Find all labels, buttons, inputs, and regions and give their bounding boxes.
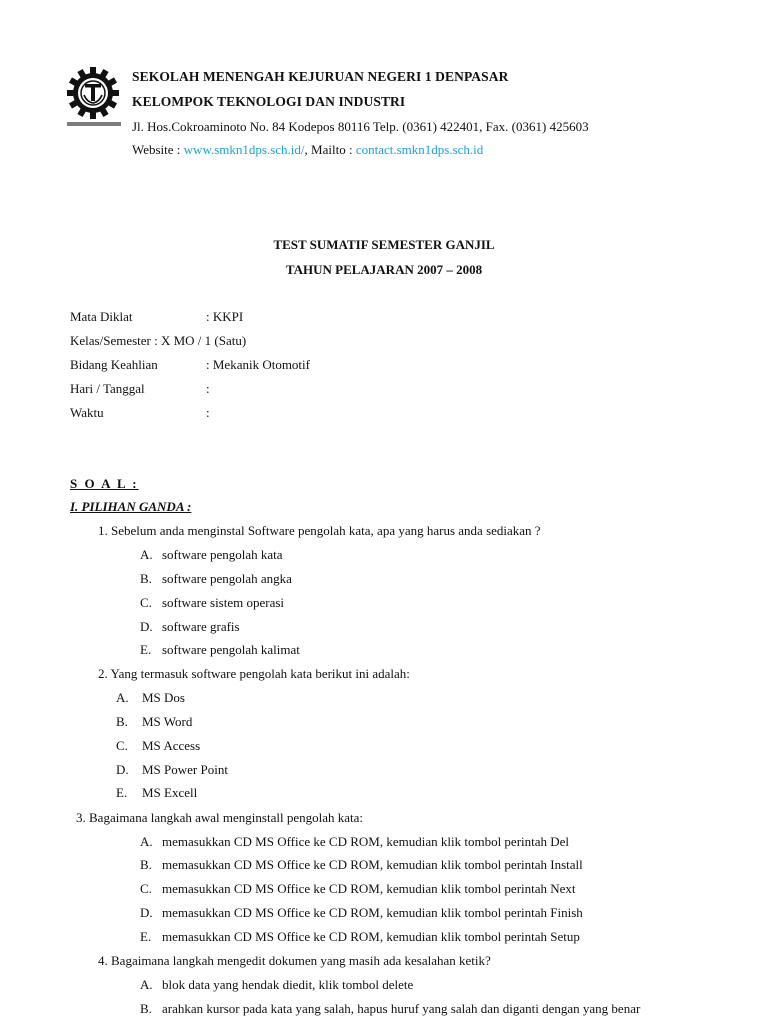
option-letter: C. <box>140 595 152 610</box>
option-text: software pengolah kata <box>162 547 283 562</box>
option-letter: B. <box>140 1001 152 1016</box>
option-letter: D. <box>140 905 153 920</box>
website-link[interactable]: www.smkn1dps.sch.id/ <box>183 142 305 157</box>
school-name: SEKOLAH MENENGAH KEJURUAN NEGERI 1 DENPASAR <box>132 69 509 84</box>
option-text: MS Dos <box>142 690 185 705</box>
option-text: MS Access <box>142 738 201 753</box>
option-letter: B. <box>140 857 152 872</box>
question-3: 3. Bagaimana langkah awal menginstall pengolah kata: <box>76 810 363 825</box>
option-letter: C. <box>140 881 152 896</box>
option-letter: A. <box>140 547 153 562</box>
section-heading: I. PILIHAN GANDA : <box>70 499 192 514</box>
mail-link[interactable]: contact.smkn1dps.sch.id <box>355 142 484 157</box>
question-2: 2. Yang termasuk software pengolah kata berikut ini adalah: <box>98 666 410 681</box>
question-1: 1. Sebelum anda menginstal Software pengolah kata, apa yang harus anda sediakan ? <box>98 523 541 538</box>
option-text: software pengolah kalimat <box>162 642 300 657</box>
option-letter: E. <box>140 929 152 944</box>
bidang-keahlian-value: : Mekanik Otomotif <box>206 357 310 372</box>
document-subtitle: TAHUN PELAJARAN 2007 – 2008 <box>285 262 483 277</box>
option-letter: B. <box>116 714 128 729</box>
mata-diklat-label: Mata Diklat <box>70 309 133 324</box>
school-address: Jl. Hos.Cokroaminoto No. 84 Kodepos 80116 Telp. (0361) 422401, Fax. (0361) 425603 <box>132 119 589 134</box>
option-letter: A. <box>140 977 153 992</box>
group-name: KELOMPOK TEKNOLOGI DAN INDUSTRI <box>132 94 406 109</box>
option-letter: D. <box>116 762 129 777</box>
contact-line <box>132 142 483 158</box>
option-text: memasukkan CD MS Office ke CD ROM, kemudian klik tombol perintah Del <box>162 834 570 849</box>
document-title: TEST SUMATIF SEMESTER GANJIL <box>273 237 495 252</box>
bidang-keahlian-label: Bidang Keahlian <box>70 357 158 372</box>
option-letter: D. <box>140 619 153 634</box>
option-letter: A. <box>140 834 153 849</box>
option-text: software pengolah angka <box>162 571 292 586</box>
option-letter: B. <box>140 571 152 586</box>
option-letter: E. <box>116 785 128 800</box>
option-text: memasukkan CD MS Office ke CD ROM, kemudian klik tombol perintah Setup <box>162 929 580 944</box>
option-text: memasukkan CD MS Office ke CD ROM, kemudian klik tombol perintah Finish <box>162 905 583 920</box>
hari-tanggal-value: : <box>206 381 210 396</box>
option-text: software sistem operasi <box>162 595 285 610</box>
option-text: blok data yang hendak diedit, klik tombol delete <box>162 977 414 992</box>
hari-tanggal-label: Hari / Tanggal <box>70 381 145 396</box>
option-text: MS Excell <box>142 785 198 800</box>
waktu-label: Waktu <box>70 405 104 420</box>
website-label: Website : <box>132 142 184 157</box>
waktu-value: : <box>206 405 210 420</box>
option-text: memasukkan CD MS Office ke CD ROM, kemudian klik tombol perintah Install <box>162 857 583 872</box>
soal-heading: S O A L : <box>70 476 139 491</box>
school-logo <box>66 66 122 130</box>
option-text: software grafis <box>162 619 240 634</box>
option-letter: A. <box>116 690 129 705</box>
question-4: 4. Bagaimana langkah mengedit dokumen yang masih ada kesalahan ketik? <box>98 953 491 968</box>
option-text: MS Word <box>142 714 193 729</box>
option-letter: E. <box>140 642 152 657</box>
logo-caption-mark <box>67 122 121 126</box>
kelas-semester: Kelas/Semester : X MO / 1 (Satu) <box>70 333 247 348</box>
option-text: arahkan kursor pada kata yang salah, hapus huruf yang salah dan diganti dengan yang benar <box>162 1001 641 1016</box>
option-text: MS Power Point <box>142 762 228 777</box>
option-letter: C. <box>116 738 128 753</box>
mata-diklat-value: : KKPI <box>206 309 244 324</box>
mailto-label: , Mailto : <box>304 142 356 157</box>
option-text: memasukkan CD MS Office ke CD ROM, kemudian klik tombol perintah Next <box>162 881 576 896</box>
